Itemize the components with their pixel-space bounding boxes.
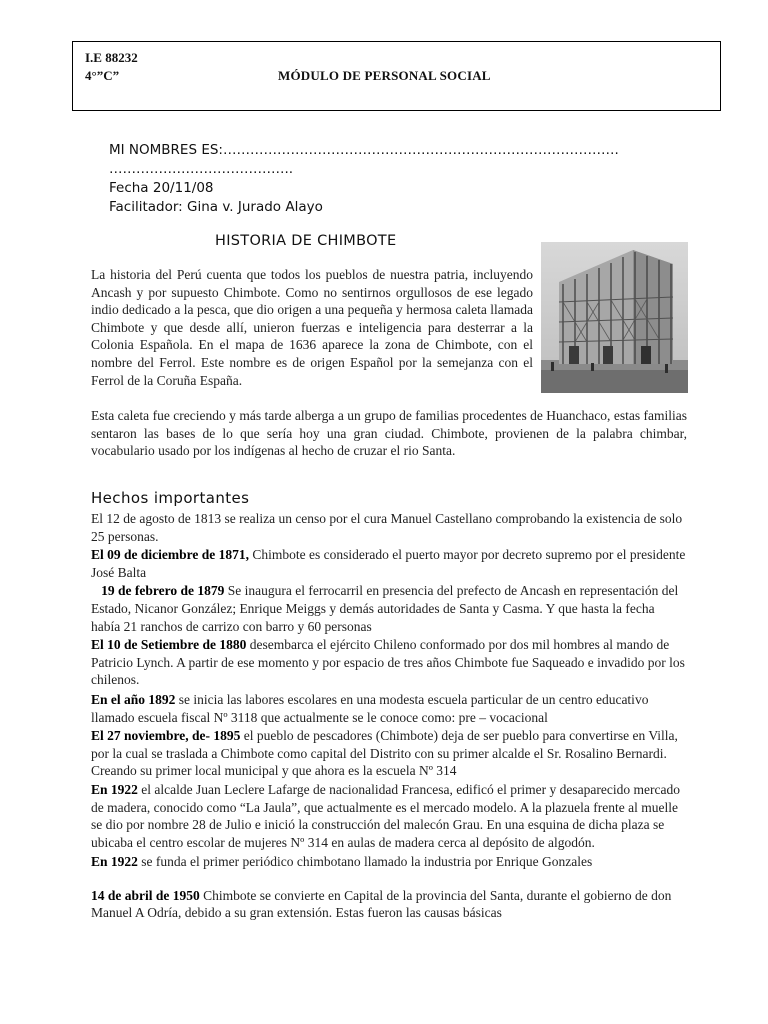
document-title: HISTORIA DE CHIMBOTE bbox=[215, 233, 397, 249]
facilitator-line: Facilitador: Gina v. Jurado Alayo bbox=[109, 199, 323, 215]
school-code: I.E 88232 bbox=[85, 50, 138, 65]
name-line-continuation: ………………………………….. bbox=[109, 161, 294, 177]
event-item bbox=[91, 546, 687, 581]
events-list bbox=[91, 510, 687, 923]
section-heading: Hechos importantes bbox=[91, 489, 250, 507]
event-date: 14 de abril de 1950 bbox=[91, 887, 200, 903]
event-date: En 1922 bbox=[91, 854, 138, 870]
event-date: El 27 noviembre, de- 1895 bbox=[91, 728, 241, 744]
event-text: Chimbote se convierte en Capital de la provincia del Santa, durante el gobierno de don Manuel A Odría, debido a su gran extensión. Estas fueron las causas básicas bbox=[91, 887, 672, 921]
second-paragraph: Esta caleta fue creciendo y más tarde alberga a un grupo de familias procedentes de Huanchaco, estas familias sentaron las bases de lo que sería hoy una gran ciudad. Chimbote, provienen de la palabra chimbar, vocabulario usado por los indígenas al hecho de cruzar el rio Santa. bbox=[91, 408, 687, 459]
event-text: Se inaugura el ferrocarril en presencia del prefecto de Ancash en representación del Estado, Nicanor González; Enrique Meiggs y demás autoridades de Santa y Casma. Y que hasta la fecha había 21 ranchos de carrizo con barro y 60 personas bbox=[91, 583, 679, 634]
grade-section: 4°”C” bbox=[85, 68, 120, 83]
event-text: se inicia las labores escolares en una modesta escuela particular de un centro educativo llamado escuela fiscal Nº 3118 que actualmente se le conoce como: pre – vocacional bbox=[91, 691, 649, 725]
event-item bbox=[91, 727, 687, 780]
event-date: En 1922 bbox=[91, 781, 138, 797]
event-date: En el año 1892 bbox=[91, 691, 176, 707]
event-item bbox=[91, 582, 687, 635]
event-date: El 10 de Setiembre de 1880 bbox=[91, 637, 247, 653]
event-text: Chimbote es considerado el puerto mayor por decreto supremo por el presidente José Balta bbox=[91, 547, 686, 580]
event-text: el pueblo de pescadores (Chimbote) deja de ser pueblo para convertirse en Villa, por la cual se traslada a Chimbote como capital del Distrito con su primer alcalde el Sr. Rosalino Bernardi. Creando su primer local municipal y que ahora es la escuela Nº 314 bbox=[91, 728, 678, 779]
event-text: El 12 de agosto de 1813 se realiza un censo por el cura Manuel Castellano comprobando la existencia de solo 25 personas. bbox=[91, 511, 683, 544]
event-text: el alcalde Juan Leclere Lafarge de nacionalidad Francesa, edificó el primer y desaparecido mercado de madera, conocido como “La Jaula”, que actualmente es el mercado modelo. A la plazuela frente al muelle se dio por nombre 28 de Julio e inició la construcción del malecón Grau. En una esquina de dicha plaza se ubicaba el centro escolar de mujeres Nº 314 en aulas de madera cerca al depósito de algodón. bbox=[91, 781, 680, 850]
date-line: Fecha 20/11/08 bbox=[109, 180, 214, 196]
event-item bbox=[91, 887, 687, 922]
event-text: se funda el primer periódico chimbotano llamado la industria por Enrique Gonzales bbox=[137, 854, 593, 870]
event-item bbox=[91, 691, 687, 726]
event-item bbox=[91, 510, 687, 545]
header-box bbox=[72, 41, 721, 111]
event-date: El 09 de diciembre de 1871, bbox=[91, 547, 249, 563]
event-date: 19 de febrero de 1879 bbox=[91, 583, 225, 599]
event-text: desembarca el ejército Chileno conformado por dos mil hombres al mando de Patricio Lynch. A partir de ese momento y por espacio de tres años Chimbote fue Saqueado e invadido por los chilenos. bbox=[91, 637, 685, 688]
name-line: MI NOMBRES ES:……………………………………………………………………………. bbox=[109, 142, 619, 158]
event-item bbox=[91, 636, 687, 689]
event-item bbox=[91, 853, 687, 871]
intro-paragraph: La historia del Perú cuenta que todos los pueblos de nuestra patria, incluyendo Ancash y por supuesto Chimbote. Como no sentirnos orgullosos de ese legado indio dedicado a la pesca, que dio origen a una pequeña y hermosa caleta llamada Chimbote y que desde allí, unieron fuerzas e inteligencia para desterrar a la Colonia Española. En el mapa de 1636 aparece la zona de Chimbote, con el nombre del Ferrol. Este nombre es de origen Español por la semejanza con el Ferrol de la Coruña España. bbox=[91, 267, 533, 388]
event-item bbox=[91, 781, 687, 851]
historic-building-photo bbox=[541, 242, 688, 393]
module-title: MÓDULO DE PERSONAL SOCIAL bbox=[278, 68, 491, 83]
